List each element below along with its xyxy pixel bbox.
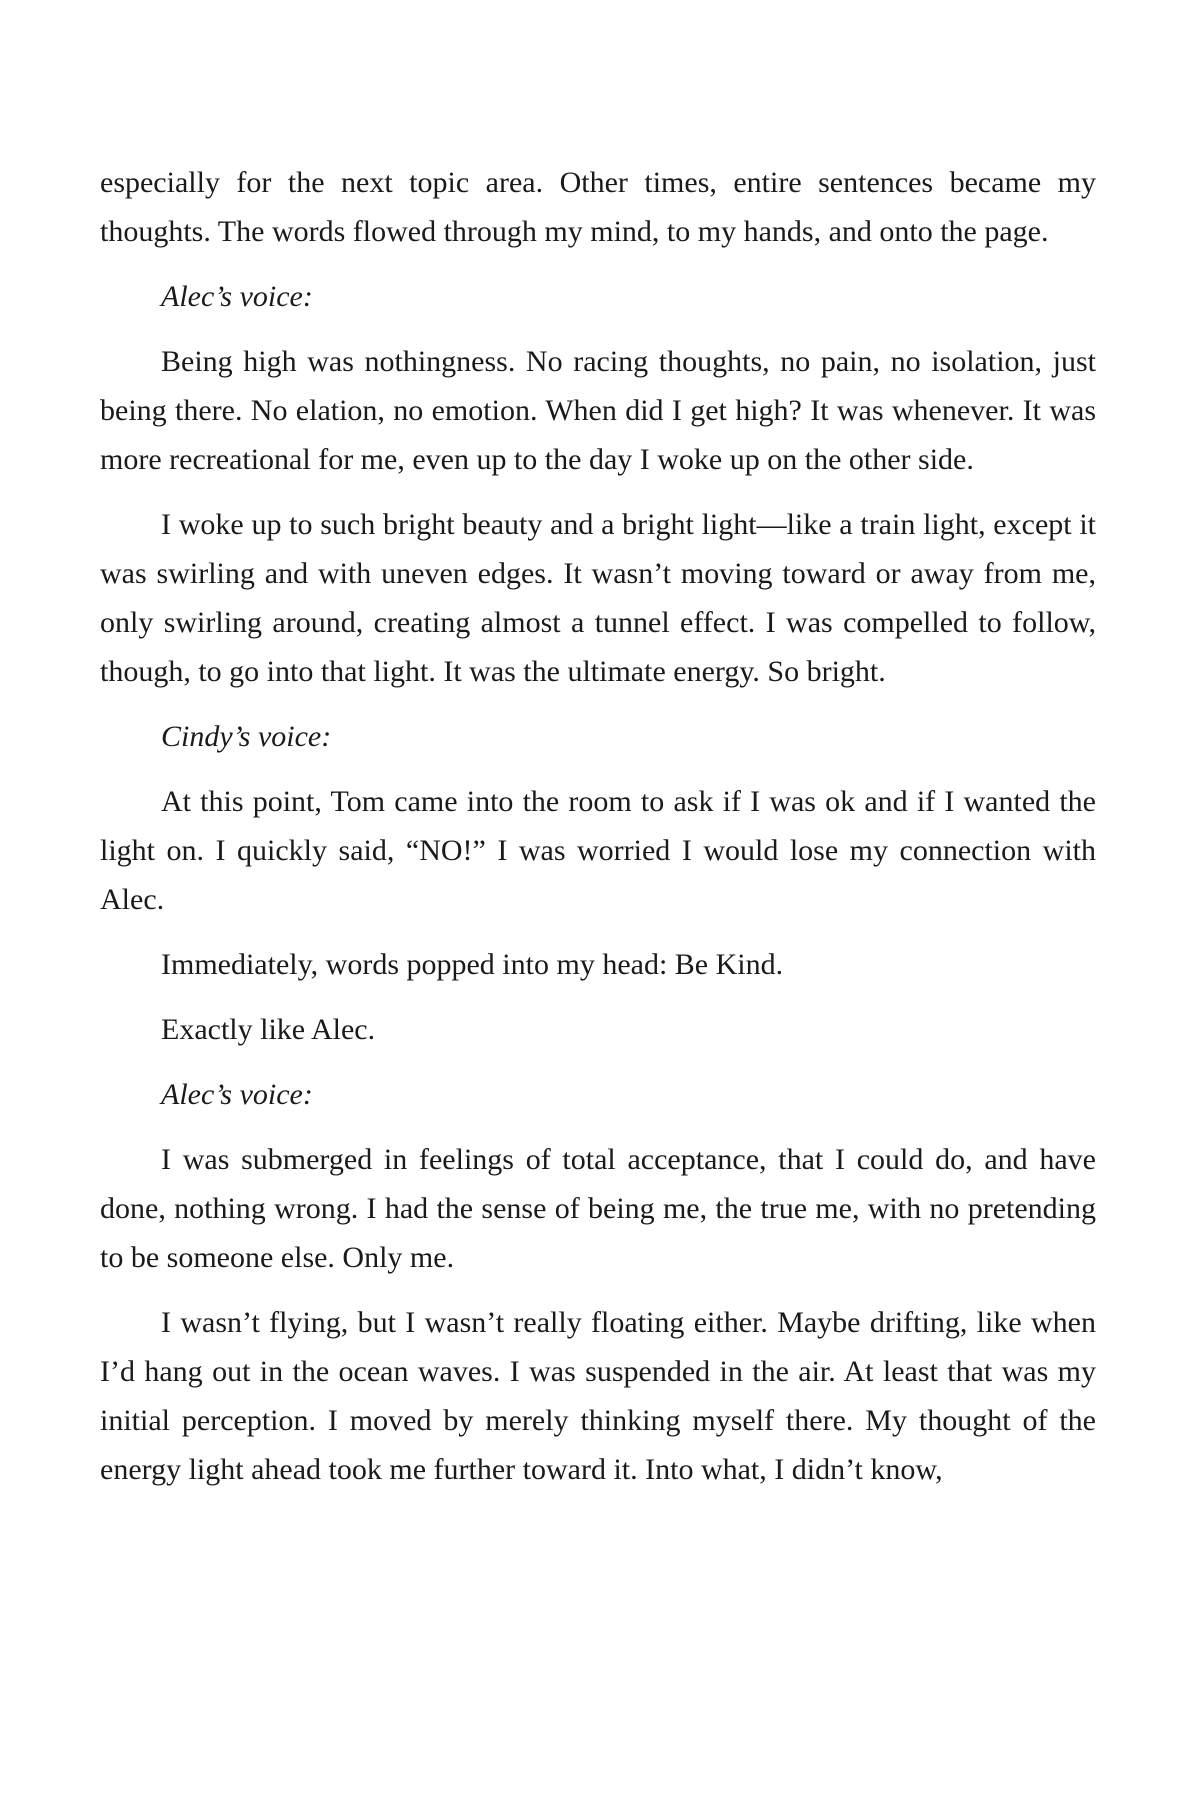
- paragraph: I was submerged in feelings of total acceptance, that I could do, and have done, nothing wrong. I had the sense of being me, the true me, with no pretending to be someone else. Only me.: [100, 1143, 1096, 1274]
- paragraph: I woke up to such bright beauty and a bright light—like a train light, except it was swirling and with uneven edges. It wasn’t moving toward or away from me, only swirling around, creating almost a tunnel effect. I was compelled to follow, though, to go into that light. It was the ultimate energy. So bright.: [100, 508, 1096, 688]
- paragraph: At this point, Tom came into the room to ask if I was ok and if I wanted the light on. I quickly said, “NO!” I was worried I would lose my connection with Alec.: [100, 785, 1096, 916]
- paragraph: I wasn’t flying, but I wasn’t really floating either. Maybe drifting, like when I’d hang out in the ocean waves. I was suspended in the air. At least that was my initial perception. I moved by merely thinking myself there. My thought of the energy light ahead took me further toward it. Into what, I didn’t know,: [100, 1306, 1096, 1486]
- speaker-heading: Alec’s voice:: [161, 1078, 313, 1111]
- speaker-heading: Alec’s voice:: [161, 280, 313, 313]
- paragraph: Being high was nothingness. No racing thoughts, no pain, no isolation, just being there. No elation, no emotion. When did I get high? It was whenever. It was more recreational for me, even up to the day I woke up on the other side.: [100, 345, 1096, 476]
- paragraph: especially for the next topic area. Other times, entire sentences became my thoughts. The words flowed through my mind, to my hands, and onto the page.: [100, 166, 1096, 248]
- document-page: [100, 158, 1096, 1510]
- speaker-heading: Cindy’s voice:: [161, 720, 332, 753]
- paragraph: Immediately, words popped into my head: Be Kind.: [161, 948, 784, 981]
- paragraph: Exactly like Alec.: [161, 1013, 376, 1046]
